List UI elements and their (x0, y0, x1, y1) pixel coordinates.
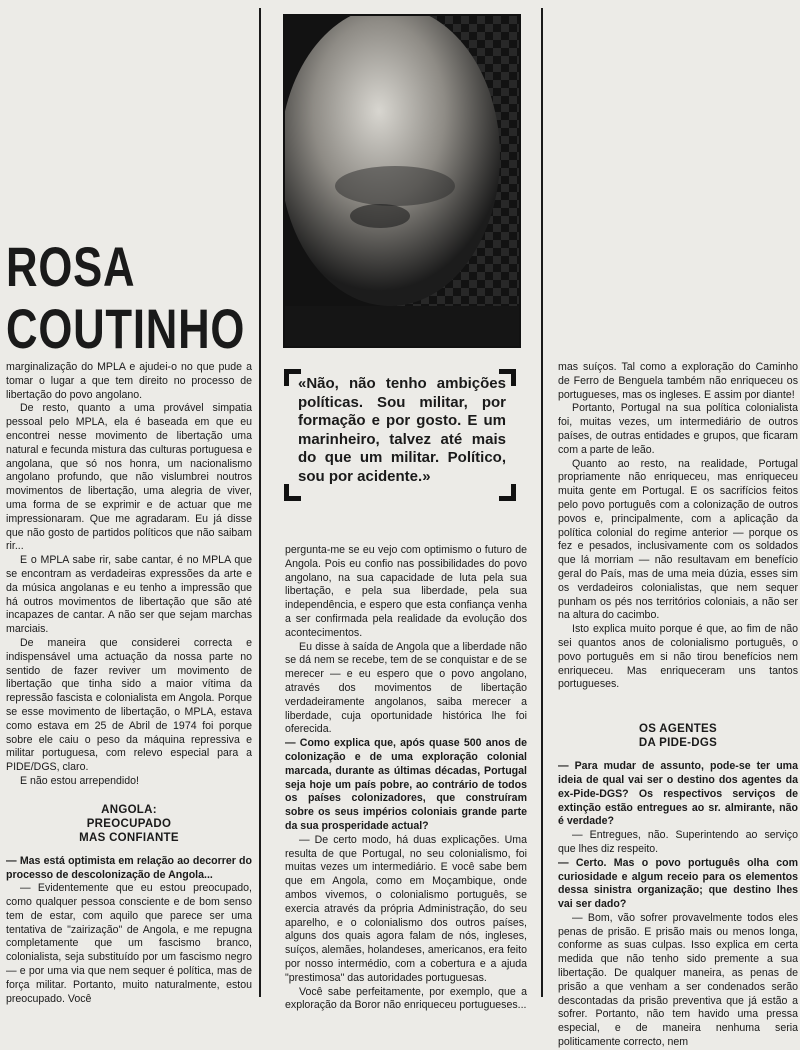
column-rule-left (259, 8, 261, 997)
column-3 (558, 361, 798, 1050)
col1-paragraph: De resto, quanto a uma provável simpatia pessoal pelo MPLA, ela é baseada em que eu encontrei nesse movimento de libertação uma natural e fecunda mistura das culturas portuguesa e angolana, que só nos honra, um nacionalismo angolano profundo, que não vislumbrei noutros movimentos de libertação, uma alegria de viver, uma forma de se exprimir e de actuar que me impressionaram. Que me agradaram. Eu já disse que não gosto de partidos políticos que não saibam rir... (6, 402, 252, 553)
col3-question: — Para mudar de assunto, pode-se ter uma ideia de qual vai ser o destino dos agentes da ex-Pide-DGS? Os respectivos serviços de extinção estão entregues ao sr. almirante, não é verdade? (558, 760, 798, 828)
portrait-image (285, 16, 519, 346)
col1-paragraph: marginalização do MPLA e ajudei-o no que pude a tomar o lugar a que tem direito no processo de libertação do povo angolano. (6, 361, 252, 401)
quote-bracket-bottom-right (499, 484, 516, 501)
title-line-1: ROSA (6, 235, 136, 298)
portrait-photo (283, 14, 521, 348)
title-line-2: COUTINHO (6, 297, 246, 360)
col1-answer: — Evidentemente que eu estou preocupado, como qualquer pessoa consciente e de bom senso tem de estar, com aquilo que parece ser uma tentativa de "zairização" de Angola, e me repugna completamente que um fascismo branco, colonialista, seja substituído por um fascismo negro — e por uma via que nem sequer é política, mas de força militar. Portanto, muito naturalmente, estou preocupado. Você (6, 882, 252, 1005)
column-1 (6, 361, 252, 1006)
col2-paragraph: Eu disse à saída de Angola que a liberdade não se dá nem se recebe, tem de se conquistar e de se merecer — e eu espero que o povo angolano, através dos movimentos de libertação verdadeiramente angolanos, saiba merecer a liberdade, cuja oportunidade histórica lhe foi oferecida. (285, 640, 527, 736)
col3-answer: — Entregues, não. Superintendo ao serviço que lhes diz respeito. (558, 829, 798, 855)
quote-bracket-bottom-left (284, 484, 301, 501)
col3-paragraph: Portanto, Portugal na sua política colonialista foi, muitas vezes, um intermediário de outros países, de outras entidades e grupos, que ficaram com a parte de leão. (558, 402, 798, 456)
col3-paragraph: mas suíços. Tal como a exploração do Caminho de Ferro de Benguela também não enriqueceu os portugueses, mas os ingleses. E assim por diante! (558, 361, 798, 401)
subhead-line: DA PIDE-DGS (638, 737, 718, 750)
pull-quote-text: «Não, não tenho ambições políticas. Sou militar, por formação e por gosto. E um marinheiro, talvez até mais do que um militar. Político, sou por acidente.» (298, 375, 506, 485)
col2-paragraph: pergunta-me se eu vejo com optimismo o futuro de Angola. Pois eu confio nas possibilidades do povo angolano, na sua capacidade de luta pela sua libertação, e pela sua liberdade, pela sua independência, e espero que esta confiança venha a ser confirmada pela realidade da evolução dos acontecimentos. (285, 544, 527, 639)
col3-question: — Certo. Mas o povo português olha com curiosidade e algum receio para os elementos dessa sinistra organização; que destino lhes vai ser dado? (558, 856, 798, 911)
col3-subhead (558, 722, 798, 750)
col3-paragraph: Quanto ao resto, na realidade, Portugal propriamente não enriqueceu, mas enriqueceu muita gente em Portugal. E os sacrifícios feitos pelo povo português com a colonização de outros povos e, principalmente, com a aplicação da política colonial do regime anterior — porque os fez e pesados, inclusivamente com os soldados que lá morriam — não resultavam em benefício geral do País, mas de uma meia dúzia, esses sim os verdadeiros colonialistas, que nem sequer punham os pés nos territórios coloniais, a não ser na altura do cacimbo. (558, 457, 798, 622)
article-title (6, 235, 246, 360)
col2-question: — Como explica que, após quase 500 anos de colonização e de uma exploração colonial marcada, durante as últimas décadas, Portugal seja hoje um país pobre, ao contrário de todos os países colonizadores, que construíram sobre os seus impérios coloniais grande parte da sua prosperidade actual? (285, 737, 527, 832)
subhead-line: OS AGENTES (639, 723, 717, 736)
col1-paragraph: De maneira que considerei correcta e indispensável uma actuação da nossa parte no sentido de fazer reviver um movimento de libertação que tinha sido a maior vítima da repressão fascista e colonialista em Angola. Porque se esse movimento de libertação, o MPLA, estava como estava em 25 de Abril de 1974 foi porque sobre ele caiu o peso da máquina repressiva e militar portuguesa, com relevo especial para a PIDE/DGS, claro. (6, 636, 252, 774)
col1-paragraph: E não estou arrependido! (20, 774, 139, 787)
subhead-line: PREOCUPADO (86, 817, 172, 830)
column-2 (285, 544, 527, 1013)
subhead-line: MAS CONFIANTE (79, 831, 179, 844)
quote-bracket-top-right (499, 369, 516, 386)
col2-answer: — De certo modo, há duas explicações. Uma resulta de que Portugal, no seu colonialismo, foi muitas vezes um intermediário. E você sabe bem que em Angola, como em Moçambique, onde ambos vivemos, o colonialismo português, se exercia através da própria Administração, do seu aparelho, e o colonialismo dos outros países, alguns dos quais agora falam de nós, ingleses, suíços, alemães, holandeses, americanos, era feito por nosso intermédio, com a cobertura e a ajuda "prestimosa" das autoridades portuguesas. (285, 833, 527, 984)
col3-answer: — Bom, vão sofrer provavelmente todos eles penas de prisão. E prisão mais ou menos longa, conforme as suas culpas. Isso explica em certa medida que não tenho sido premente a sua libertação. De qualquer maneira, as penas de prisão a que venham a ser condenados serão descontadas da prisão preventiva que já estão a sofrer. Portanto, não tem havido uma pressa especial, e de maneira nenhuma seria politicamente correcto, nem (558, 911, 798, 1049)
col2-answer: Você sabe perfeitamente, por exemplo, que a exploração da Boror não enriqueceu portugueses... (285, 985, 527, 1012)
col3-paragraph: Isto explica muito porque é que, ao fim de não sei quantos anos de colonialismo português, o povo português em si não tirou benefícios nem enriqueceu. Mas enriqueceram uns tantos portugueses. (558, 623, 798, 691)
col1-paragraph: E o MPLA sabe rir, sabe cantar, é no MPLA que se encontram as verdadeiras expressões da arte e da música angolanas e eu tenho a impressão que há outros movimentos de libertação que são até incapazes de cantar. A não ser que sejam marchas marciais. (6, 554, 252, 636)
col1-subhead (6, 803, 252, 845)
col1-question: — Mas está optimista em relação ao decorrer do processo de descolonização de Angola... (6, 854, 252, 881)
quote-bracket-top-left (284, 369, 301, 386)
pull-quote (284, 369, 516, 487)
column-rule-right (541, 8, 543, 997)
subhead-line: ANGOLA: (101, 803, 157, 816)
